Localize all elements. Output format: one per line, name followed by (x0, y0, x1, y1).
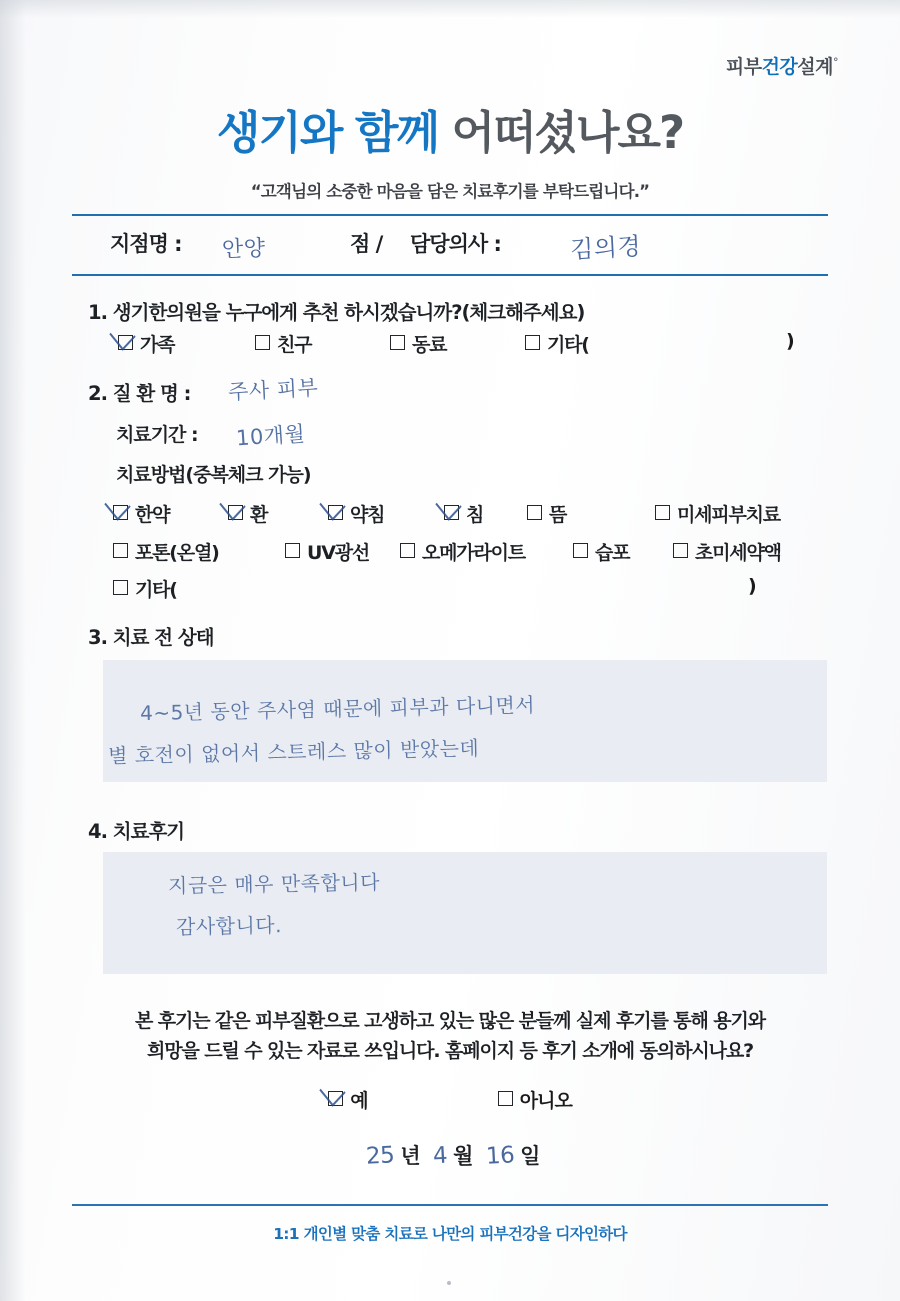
q3-answer-line-1: 4~5년 동안 주사염 때문에 피부과 다니면서 (139, 692, 536, 726)
q2-method-microskin[interactable] (655, 500, 780, 527)
brand-suffix: 설계 (797, 56, 833, 78)
divider-top (72, 214, 828, 216)
q2-method-photon[interactable] (113, 538, 219, 565)
checkbox-icon[interactable] (673, 543, 688, 558)
branch-unit-label: 점 / (350, 232, 383, 256)
brand-degree-icon: ° (833, 55, 838, 69)
checkbox-checked-icon[interactable] (328, 505, 343, 520)
date-day-label: 일 (520, 1144, 540, 1168)
checkbox-icon[interactable] (655, 505, 670, 520)
checkbox-checked-icon[interactable] (118, 335, 133, 350)
checkbox-icon[interactable] (525, 335, 540, 350)
date-day-value: 16 (485, 1142, 515, 1170)
checkbox-icon[interactable] (390, 335, 405, 350)
date-year-label: 년 (400, 1144, 421, 1168)
q2-method-hanyak-label: 한약 (135, 504, 170, 526)
scan-speck (447, 1281, 451, 1285)
q2-method-photon-label: 포톤(온열) (135, 542, 219, 564)
q2-method-tteum[interactable] (527, 500, 566, 527)
q2-disease-value-handwritten: 주사 피부 (227, 375, 319, 405)
q1-other-paren-close: ) (786, 330, 795, 352)
footer-slogan: 1:1 개인별 맞춤 치료로 나만의 피부건강을 디자인하다 (273, 1225, 627, 1243)
checkbox-icon[interactable] (255, 335, 270, 350)
checkbox-icon[interactable] (113, 543, 128, 558)
consent-option-yes[interactable] (328, 1086, 367, 1113)
q1-option-family[interactable] (118, 330, 174, 357)
q2-method-uv[interactable] (285, 538, 369, 565)
page-title-blue: 생기와 함께 (216, 106, 452, 159)
checkbox-icon[interactable] (573, 543, 588, 558)
date-year-value: 25 (365, 1142, 396, 1170)
q1-option-friend-label: 친구 (277, 334, 312, 356)
q2-method-hanyak[interactable] (113, 500, 169, 527)
divider-bottom (72, 1204, 828, 1206)
q2-method-microliquid-label: 초미세약액 (695, 542, 781, 564)
doctor-value-handwritten: 김의경 (569, 232, 642, 264)
checkbox-checked-icon[interactable] (228, 505, 243, 520)
branch-row (110, 226, 850, 270)
doctor-label: 담당의사 : (410, 232, 501, 256)
divider-mid (72, 274, 828, 276)
q2-method-yakchim[interactable] (328, 500, 384, 527)
consent-line-2: 희망을 드릴 수 있는 자료로 쓰입니다. 홈페이지 등 후기 소개에 동의하시나요? (146, 1040, 754, 1063)
q2-method-label: 치료방법(중복체크 가능) (116, 464, 311, 486)
q2-method-microskin-label: 미세피부치료 (677, 504, 780, 526)
consent-option-yes-label: 예 (350, 1090, 368, 1112)
question-3-text: 3. 치료 전 상태 (88, 626, 214, 649)
consent-option-no[interactable] (498, 1086, 572, 1113)
q2-method-other[interactable] (113, 575, 177, 602)
q2-method-seuppo-label: 습포 (595, 542, 630, 564)
consent-line-1: 본 후기는 같은 피부질환으로 고생하고 있는 많은 분들께 실제 후기를 통해 용기와 (134, 1010, 766, 1032)
q4-answer-line-1: 지금은 매우 만족합니다 (167, 870, 381, 898)
brand-accent: 건강 (761, 56, 798, 78)
q2-method-yakchim-label: 약침 (350, 504, 385, 526)
brand-logo (726, 52, 838, 79)
checkbox-icon[interactable] (527, 505, 542, 520)
date-month-label: 월 (453, 1144, 473, 1168)
q3-answer-line-2: 별 호전이 없어서 스트레스 많이 받았는데 (107, 736, 480, 768)
q4-answer-line-2: 감사합니다. (175, 913, 283, 939)
q2-period-label: 치료기간 : (116, 424, 198, 446)
checkbox-icon[interactable] (400, 543, 415, 558)
question-2-text: 2. 질 환 명 : (88, 382, 191, 405)
q1-option-friend[interactable] (255, 330, 311, 357)
date-row (0, 1140, 900, 1170)
question-4-text: 4. 치료후기 (88, 820, 185, 843)
checkbox-checked-icon[interactable] (328, 1091, 343, 1106)
checkbox-checked-icon[interactable] (444, 505, 459, 520)
branch-label: 지점명 : (110, 232, 182, 256)
q1-option-other[interactable] (525, 330, 589, 357)
consent-text (0, 1006, 900, 1067)
brand-prefix: 피부 (725, 56, 762, 78)
q1-option-other-label: 기타( (547, 334, 589, 356)
q2-method-omegalight-label: 오메가라이트 (422, 542, 525, 564)
q1-option-colleague[interactable] (390, 330, 446, 357)
page-title (0, 96, 900, 161)
branch-value-handwritten: 안양 (221, 236, 267, 263)
q2-method-microliquid[interactable] (673, 538, 781, 565)
q2-method-hwan-label: 환 (250, 504, 268, 526)
q2-method-uv-label: UV광선 (307, 542, 370, 564)
checkbox-checked-icon[interactable] (113, 505, 128, 520)
page-title-gray: 어떠셨나요? (451, 106, 684, 159)
q2-method-chim[interactable] (444, 500, 483, 527)
q2-other-paren-close: ) (748, 575, 757, 597)
checkbox-icon[interactable] (113, 580, 128, 595)
q2-method-hwan[interactable] (228, 500, 267, 527)
q2-method-tteum-label: 뜸 (549, 504, 567, 526)
q2-method-seuppo[interactable] (573, 538, 629, 565)
question-1-text: 1. 생기한의원을 누구에게 추천 하시겠습니까?(체크해주세요) (88, 301, 585, 324)
q1-option-colleague-label: 동료 (412, 334, 447, 356)
checkbox-icon[interactable] (285, 543, 300, 558)
q2-method-omegalight[interactable] (400, 538, 525, 565)
q2-method-chim-label: 침 (466, 504, 484, 526)
checkbox-icon[interactable] (498, 1091, 513, 1106)
q1-option-family-label: 가족 (140, 334, 175, 356)
q2-method-other-label: 기타( (135, 579, 177, 601)
date-month-value: 4 (432, 1142, 448, 1170)
consent-options (0, 1086, 900, 1113)
q2-period-value-handwritten: 10개월 (235, 421, 307, 451)
consent-option-no-label: 아니오 (519, 1090, 572, 1112)
page-subtitle: “고객님의 소중한 마음을 담은 치료후기를 부탁드립니다.” (250, 182, 650, 201)
